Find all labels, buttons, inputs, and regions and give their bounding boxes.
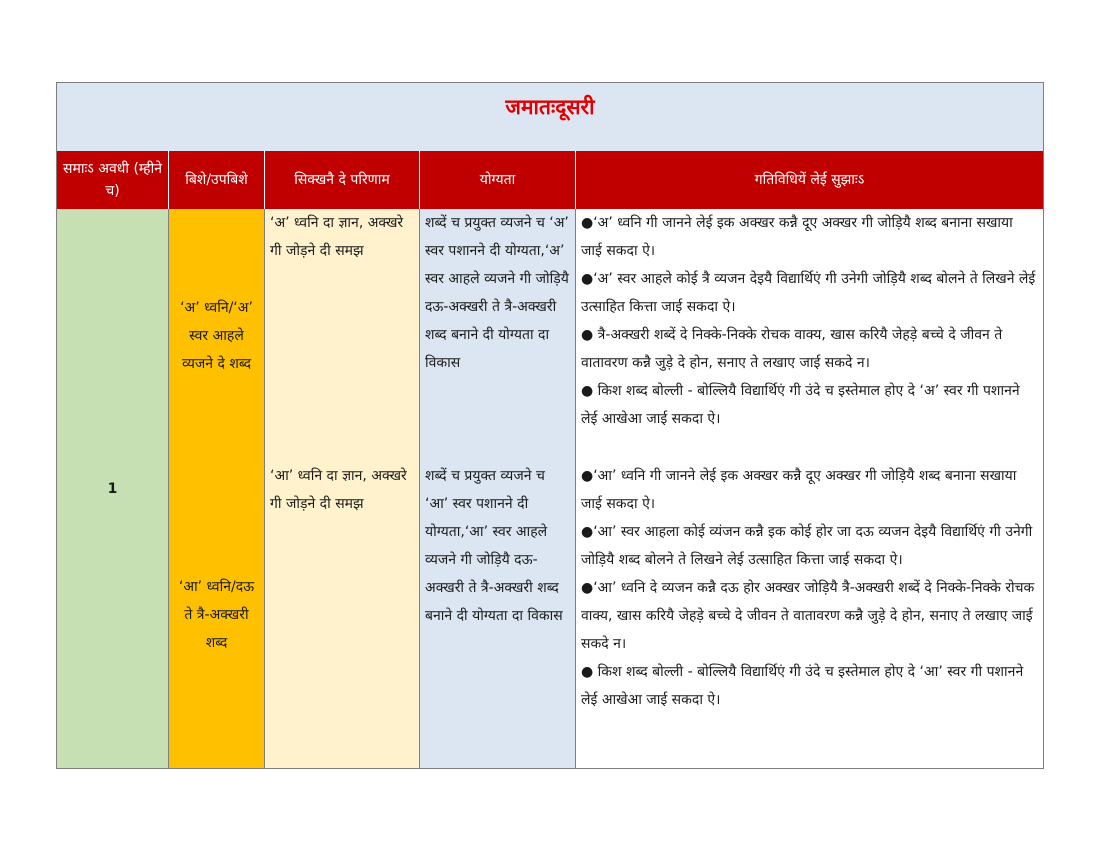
header-activity-suggestions: गतिविधियें लेई सुझाःऽ [754, 172, 865, 188]
header-row [57, 151, 1043, 209]
topic-cell: ‘आ’ ध्वनि/दऊ ते त्रै-अक्खरी शब्द [169, 462, 265, 768]
table-body [57, 209, 1043, 768]
suggestion-item: ● त्रै-अक्खरी शब्दें दे निक्के-निक्के रोचक वाक्य, खास करियै जेहड़े बच्चे दे जीवन ते वातावरण कन्नै जुड़े दे होन, सनाए ते लखाए जाई सकदे न। [581, 327, 1003, 371]
suggestion-item: ● किश शब्द बोल्ली - बोल्लियै विद्यार्थिएं गी उंदे च इस्तेमाल होए दे ‘आ’ स्वर गी पशानने लेई आखेआ जाई सकदा ऐ। [581, 664, 1024, 708]
header-learning-outcome: सिक्खनै दे परिणाम [265, 151, 420, 209]
table-row [169, 462, 1043, 768]
header-ability: योग्यता [420, 151, 576, 209]
suggestion-item: ●‘आ’ स्वर आहला कोई व्यंजन कन्नै इक कोई होर जा दऊ व्यजन देइयै विद्यार्थिएं गी उनेगी जोड़ियै शब्द बोलने ते लिखने लेई उत्साहित कित्ता जाई सकदा ऐ। [581, 524, 1033, 568]
title-band [57, 83, 1043, 152]
outcome-cell: ‘अ’ ध्वनि दा ज्ञान, अक्खरे गी जोड़ने दी समझ [265, 209, 420, 462]
table-row [169, 209, 1043, 463]
topic-cell: ‘अ’ ध्वनि/‘अ’ स्वर आहले व्यजने दे शब्द [169, 209, 265, 462]
suggestion-item: ●‘अ’ स्वर आहले कोई त्रै व्यजन देइयै विद्यार्थिएं गी उनेगी जोड़ियै शब्द बोलने ते लिखने लेई उत्साहित कित्ता जाई सकदा ऐ। [581, 271, 1036, 315]
suggestion-item: ●‘आ’ ध्वनि गी जानने लेई इक अक्खर कन्नै दूए अक्खर गी जोड़ियै शब्द बनाना सखाया जाई सकदा ऐ। [581, 468, 1017, 512]
suggestion-item: ●‘अ’ ध्वनि गी जानने लेई इक अक्खर कन्नै दूए अक्खर गी जोड़ियै शब्द बनाना सखाया जाई सकदा ऐ। [581, 215, 1013, 259]
header-period: समाःऽ अवधी (म्हीने च) [57, 151, 169, 209]
header-topic: बिशे/उपबिशे [169, 151, 265, 209]
ability-cell: शब्दें च प्रयुक्त व्यजने च ‘आ’ स्वर पशानने दी योग्यता,‘आ’ स्वर आहले व्यजने गी जोड़ियै दऊ-अक्खरी ते त्रै-अक्खरी शब्द बनाने दी योग्यता दा विकास [420, 462, 576, 768]
ability-cell: शब्दें च प्रयुक्त व्यजने च ‘अ’ स्वर पशानने दी योग्यता,‘अ’ स्वर आहले व्यजने गी जोड़ियै दऊ-अक्खरी ते त्रै-अक्खरी शब्द बनाने दी योग्यता दा विकास [420, 209, 576, 462]
suggestions-cell [576, 462, 1043, 768]
suggestions-cell [576, 209, 1043, 462]
suggestion-item: ●‘आ’ ध्वनि दे व्यजन कन्नै दऊ होर अक्खर जोड़ियै त्रै-अक्खरी शब्दें दे निक्के-निक्के रोचक वाक्य, खास करियै जेहड़े बच्चे दे जीवन ते वातावरण कन्नै जुड़े दे होन, सनाए ते लखाए जाई सकदे न। [581, 580, 1035, 652]
period-cell: 1 [57, 209, 169, 768]
suggestion-item: ● किश शब्द बोल्ली - बोल्लियै विद्यार्थिएं गी उंदे च इस्तेमाल होए दे ‘अ’ स्वर गी पशानने लेई आखेआ जाई सकदा ऐ। [581, 383, 1020, 427]
table-title: जमातःदूसरी [505, 95, 595, 119]
outcome-cell: ‘आ’ ध्वनि दा ज्ञान, अक्खरे गी जोड़ने दी समझ [265, 462, 420, 768]
curriculum-table [56, 82, 1044, 769]
